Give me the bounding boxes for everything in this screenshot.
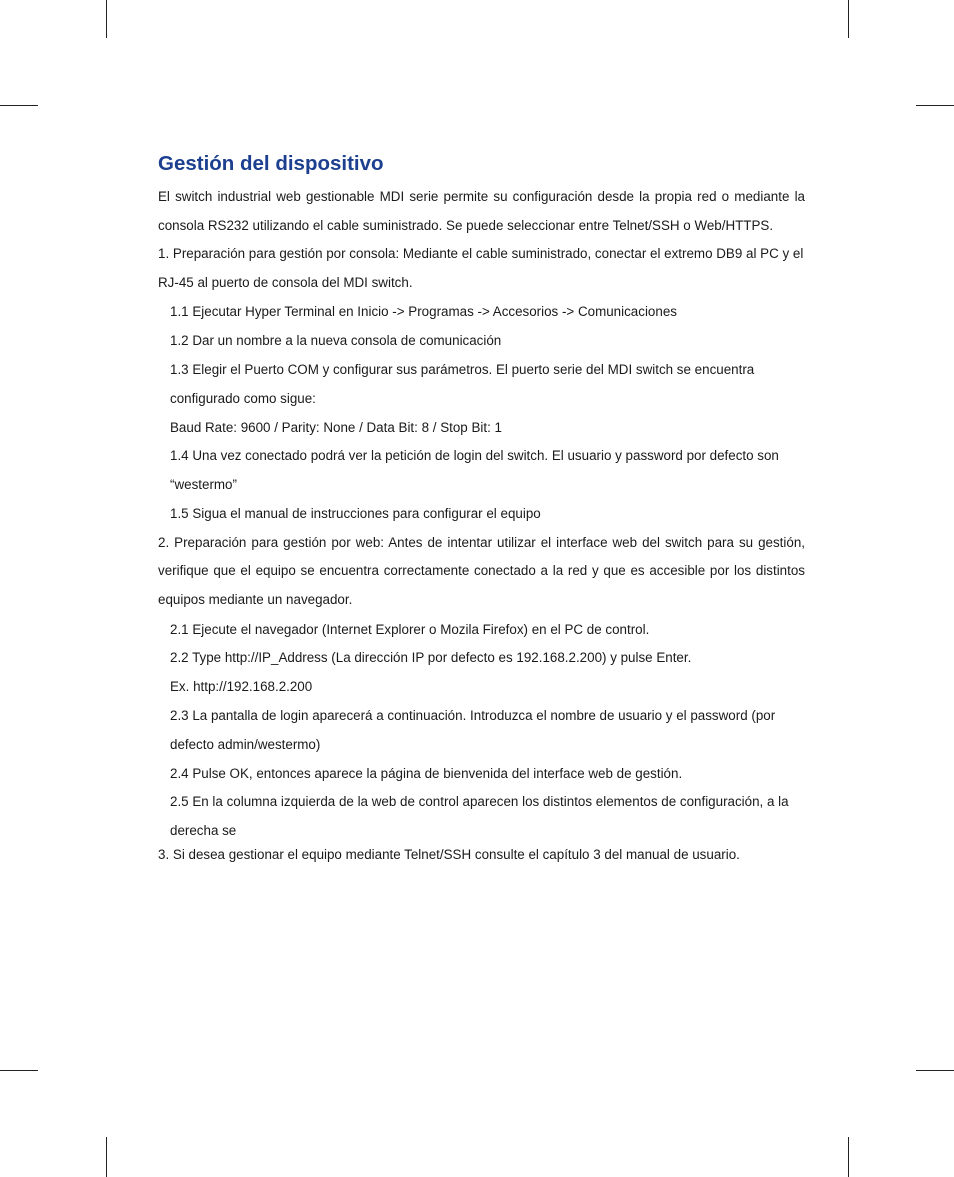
crop-mark-top-left-vertical — [106, 0, 107, 38]
section-2-paragraph: 2. Preparación para gestión por web: Antes de intentar utilizar el interface web del switch para su gestión, verifique que el equipo se encuentra correctamente conectado a la red y que es accesible por los distintos equipos mediante un navegador. — [158, 534, 805, 607]
example-url: Ex. http://192.168.2.200 — [170, 679, 313, 695]
step-2-4: 2.4 Pulse OK, entonces aparece la página de bienvenida del interface web de gestión. — [170, 765, 683, 781]
intro-paragraph: El switch industrial web gestionable MDI serie permite su configuración desde la propia red o mediante la consola RS232 utilizando el cable suministrado. Se puede seleccionar entre Telnet/SSH o Web/HTTPS. — [158, 189, 805, 233]
crop-mark-top-left-horizontal — [0, 105, 38, 106]
step-1-1: 1.1 Ejecutar Hyper Terminal en Inicio -> Programas -> Accesorios -> Comunicaciones — [170, 304, 677, 320]
page-title: Gestión del dispositivo — [158, 152, 384, 175]
crop-mark-bottom-left-horizontal — [0, 1070, 38, 1071]
step-1-3: 1.3 Elegir el Puerto COM y configurar sus parámetros. El puerto serie del MDI switch se encuentra configurado como sigue: — [170, 361, 755, 406]
step-1-2: 1.2 Dar un nombre a la nueva consola de comunicación — [170, 333, 502, 349]
crop-mark-bottom-right-vertical — [848, 1137, 849, 1177]
crop-mark-top-right-horizontal — [916, 105, 954, 106]
step-2-2: 2.2 Type http://IP_Address (La dirección IP por defecto es 192.168.2.200) y pulse Enter. — [170, 650, 692, 666]
crop-mark-bottom-left-vertical — [106, 1137, 107, 1177]
step-2-5: 2.5 En la columna izquierda de la web de control aparecen los distintos elementos de configuración, a la derecha se — [170, 794, 789, 839]
crop-mark-top-right-vertical — [848, 0, 849, 38]
document-body — [158, 148, 805, 870]
crop-mark-bottom-right-horizontal — [916, 1070, 954, 1071]
step-2-3: 2.3 La pantalla de login aparecerá a continuación. Introduzca el nombre de usuario y el password (por defecto admin/westermo) — [170, 707, 776, 752]
step-1-4: 1.4 Una vez conectado podrá ver la petición de login del switch. El usuario y password por defecto son “westermo” — [170, 448, 779, 493]
section-3-paragraph: 3. Si desea gestionar el equipo mediante Telnet/SSH consulte el capítulo 3 del manual de usuario. — [158, 846, 740, 862]
step-2-1: 2.1 Ejecute el navegador (Internet Explorer o Mozila Firefox) en el PC de control. — [170, 621, 650, 637]
section-1-paragraph: 1. Preparación para gestión por consola: Mediante el cable suministrado, conectar el extremo DB9 al PC y el RJ-45 al puerto de consola del MDI switch. — [158, 246, 804, 290]
step-1-5: 1.5 Sigua el manual de instrucciones para configurar el equipo — [170, 505, 541, 521]
serial-settings: Baud Rate: 9600 / Parity: None / Data Bit: 8 / Stop Bit: 1 — [170, 419, 502, 435]
